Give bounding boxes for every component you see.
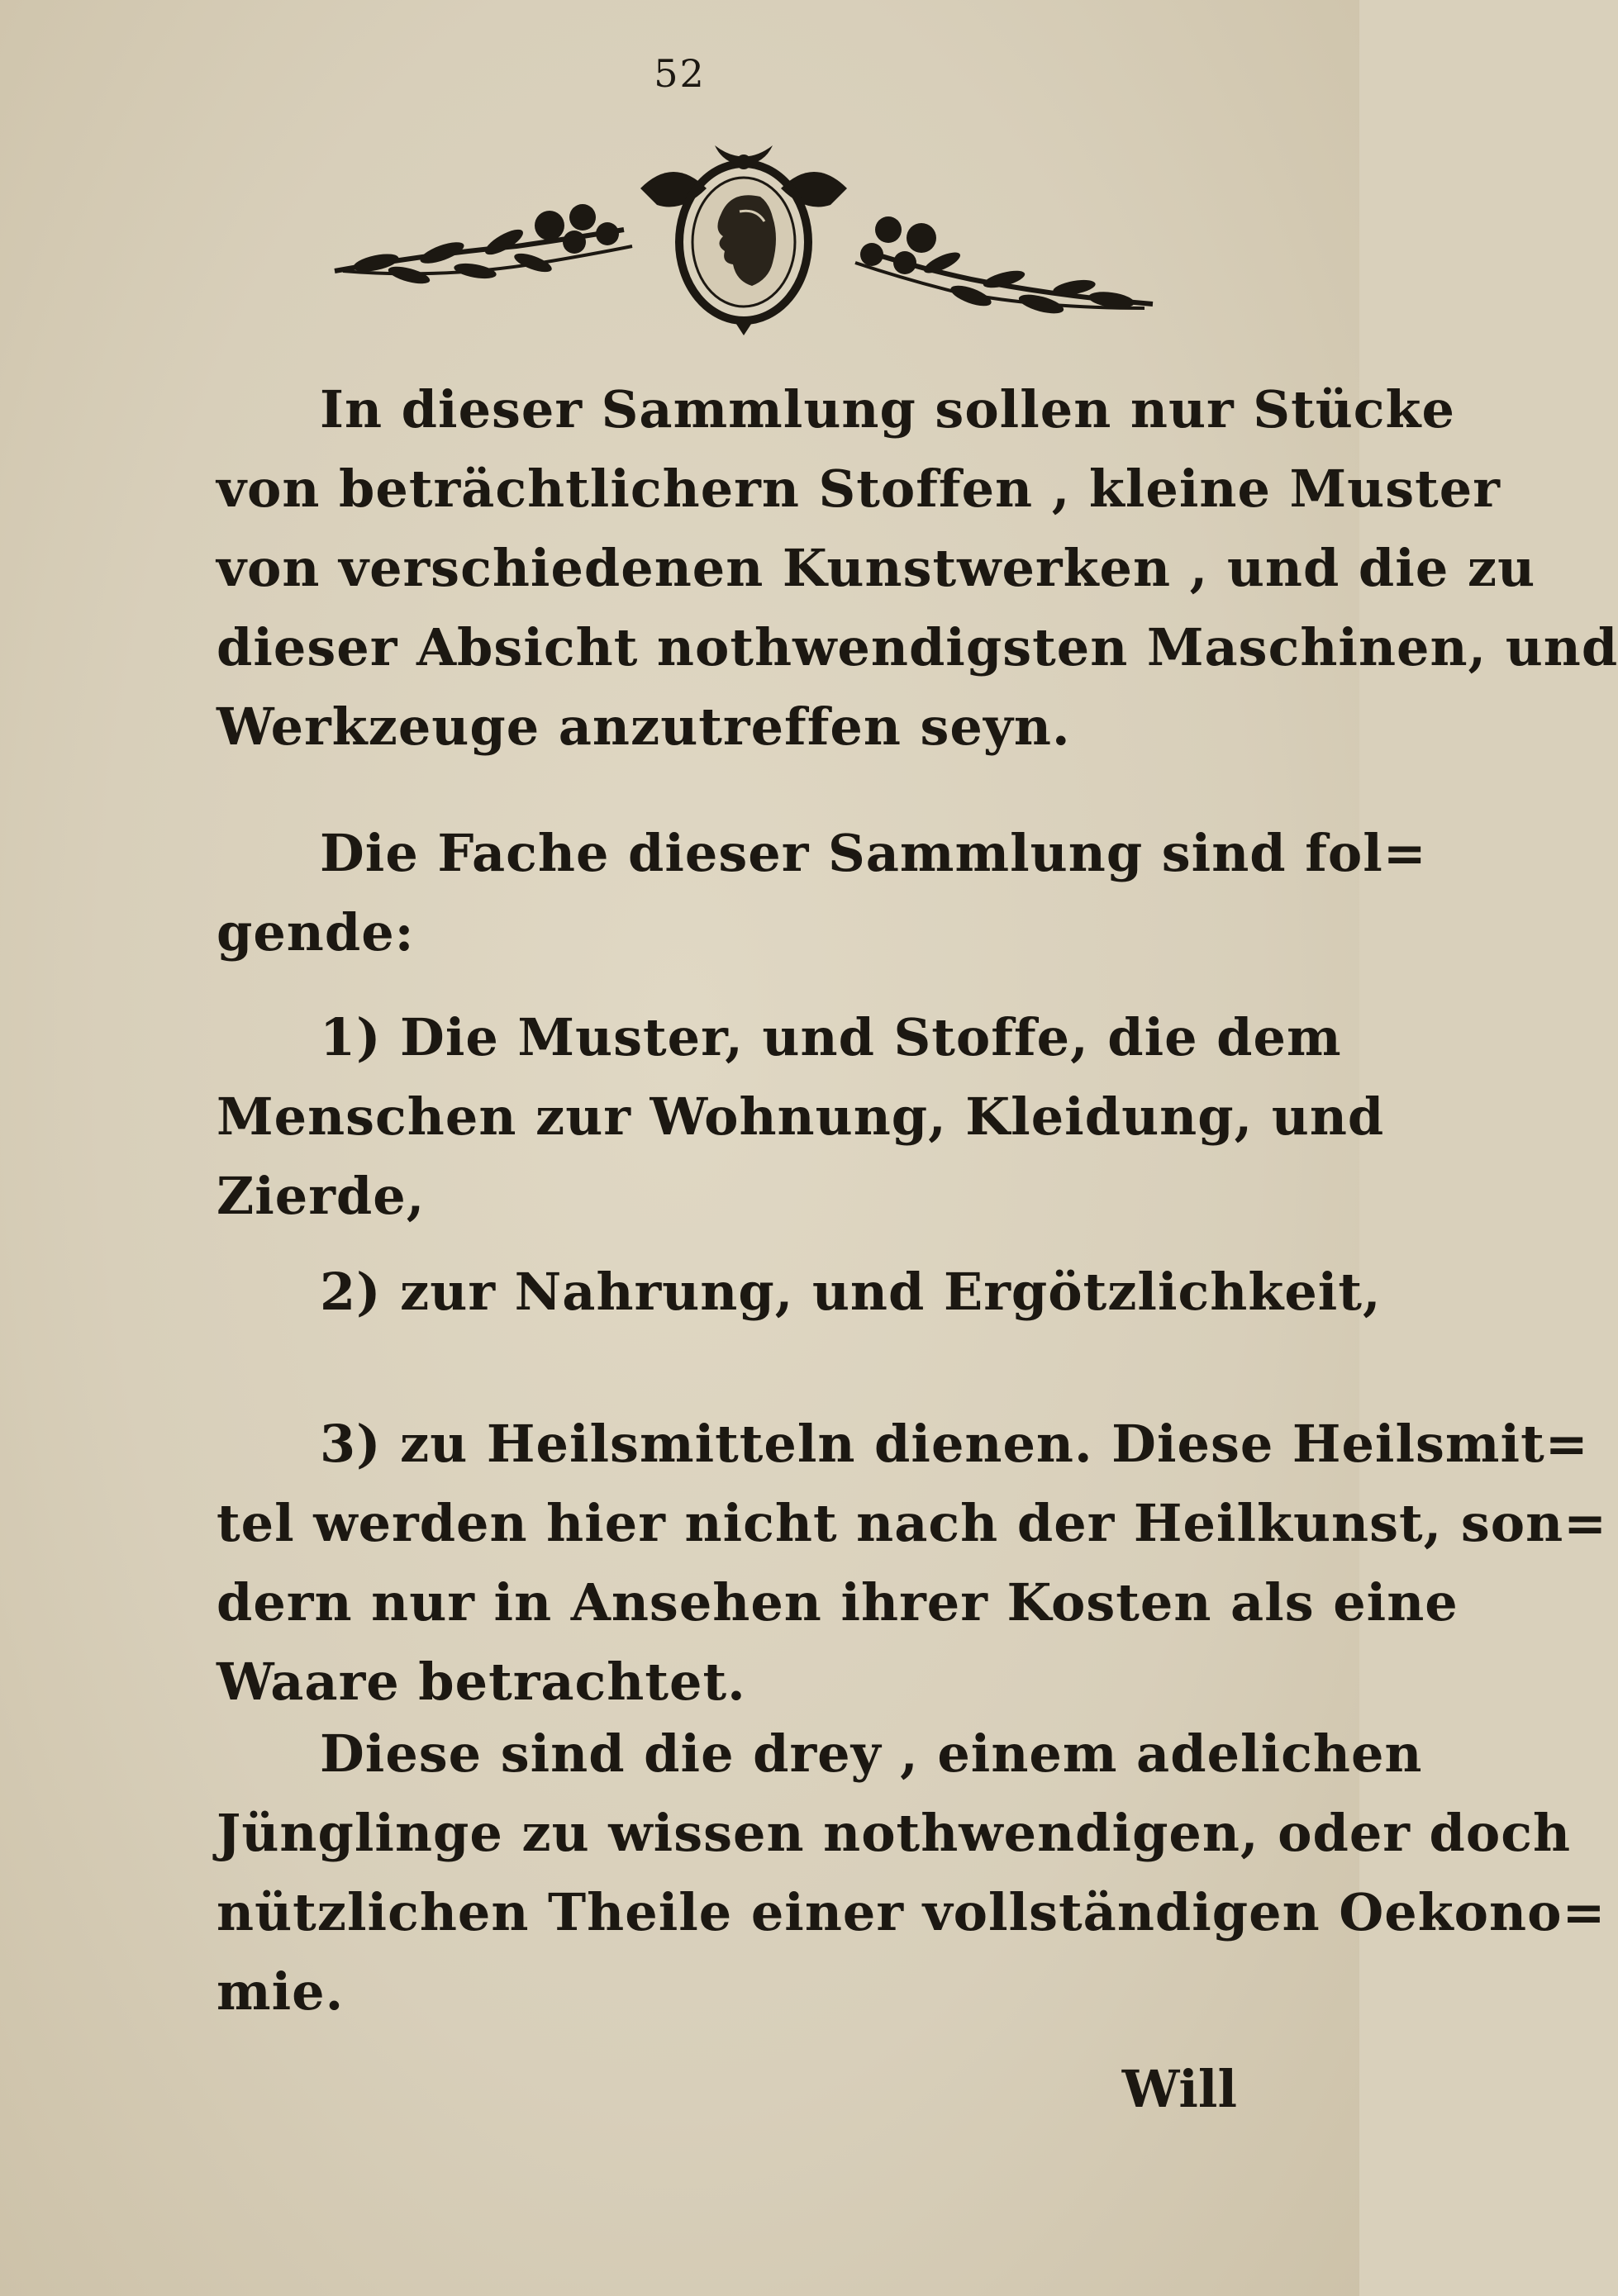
paragraph-3 bbox=[217, 998, 1385, 1236]
text-line: Jünglinge zu wissen nothwendigen, oder doch bbox=[217, 1803, 1572, 1863]
text-line: 1) Die Muster, und Stoffe, die dem bbox=[320, 1007, 1342, 1067]
text-line: dern nur in Ansehen ihrer Kosten als eine bbox=[217, 1572, 1459, 1633]
paragraph-1 bbox=[217, 370, 1618, 767]
text-line: Werkzeuge anzutreffen seyn. bbox=[217, 696, 1071, 757]
text-line: Die Fache dieser Sammlung sind fol= bbox=[320, 823, 1427, 883]
text-line: Waare betrachtet. bbox=[217, 1652, 746, 1712]
page-number: 52 bbox=[654, 51, 706, 96]
text-line: mie. bbox=[217, 1961, 345, 2022]
text-line: nützlichen Theile einer vollständigen Oekono= bbox=[217, 1882, 1606, 1942]
catchword: Will bbox=[1121, 2059, 1237, 2119]
paragraph-6 bbox=[217, 1714, 1606, 2032]
text-line: dieser Absicht nothwendigsten Maschinen, und bbox=[217, 617, 1618, 677]
text-line: Zierde, bbox=[217, 1166, 426, 1226]
paragraph-2 bbox=[217, 814, 1427, 972]
text-line: tel werden hier nicht nach der Heilkunst, son= bbox=[217, 1493, 1608, 1553]
text-line: von verschiedenen Kunstwerken , und die zu bbox=[217, 538, 1536, 598]
text-line: gende: bbox=[217, 902, 415, 963]
text-line: Menschen zur Wohnung, Kleidung, und bbox=[217, 1086, 1385, 1147]
text-line: 2) zur Nahrung, und Ergötzlichkeit, bbox=[320, 1262, 1382, 1322]
paragraph-4 bbox=[217, 1253, 1382, 1332]
ornamental-vignette-icon bbox=[326, 139, 1161, 337]
paragraph-5 bbox=[217, 1405, 1608, 1722]
text-line: Diese sind die drey , einem adelichen bbox=[320, 1723, 1423, 1784]
text-line: 3) zu Heilsmitteln dienen. Diese Heilsmit= bbox=[320, 1414, 1589, 1474]
text-line: In dieser Sammlung sollen nur Stücke bbox=[320, 379, 1455, 440]
text-line: von beträchtlichern Stoffen , kleine Muster bbox=[217, 459, 1501, 519]
